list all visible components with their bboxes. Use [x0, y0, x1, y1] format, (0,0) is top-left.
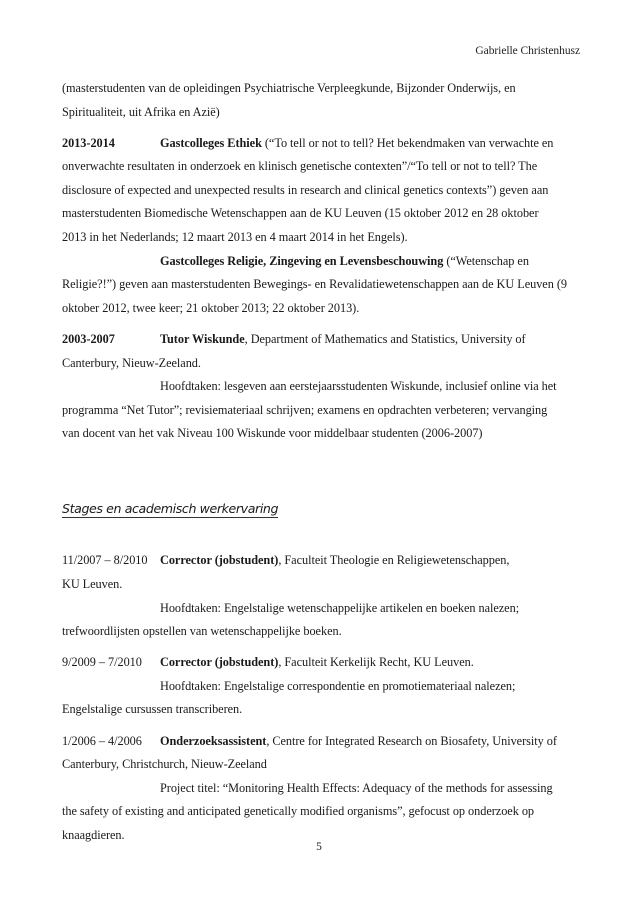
entry-text: , Department of Mathematics and Statistics, University of [244, 331, 526, 346]
text-line: Canterbury, Nieuw-Zeeland. [62, 355, 201, 370]
text-line: oktober 2012, twee keer; 21 oktober 2013; 22 oktober 2013). [62, 300, 360, 315]
entry-text: (“Wetenschap en [443, 253, 529, 268]
text-line: van docent van het vak Niveau 100 Wiskunde voor middelbaar studenten (2006-2007) [62, 426, 483, 441]
page-header-name: Gabrielle Christenhusz [475, 45, 580, 57]
entry-title: Onderzoeksassistent [160, 733, 267, 748]
entry-title: Corrector (jobstudent) [160, 655, 279, 670]
page-content [62, 77, 578, 855]
work-entry-corrector-canon-law [62, 651, 578, 722]
text-line: Engelstalige cursussen transcriberen. [62, 702, 243, 717]
text-line: Hoofdtaken: Engelstalige correspondentie en promotiemateriaal nalezen; [160, 678, 516, 693]
entry-text: , Centre for Integrated Research on Biosafety, University of [266, 733, 557, 748]
text-line: Project titel: “Monitoring Health Effects: Adequacy of the methods for assessing [160, 780, 553, 795]
entry-date: 11/2007 – 8/2010 [62, 553, 148, 568]
text-line: trefwoordlijsten opstellen van wetenschappelijke boeken. [62, 624, 342, 639]
entry-title: Tutor Wiskunde [160, 331, 245, 346]
section-heading: Stages en academisch werkervaring [62, 501, 279, 517]
intro-paragraph [62, 77, 578, 124]
text-line: 2013 in het Nederlands; 12 maart 2013 en 4 maart 2014 in het Engels). [62, 230, 408, 245]
entry-title: Corrector (jobstudent) [160, 553, 279, 568]
text-line: onverwachte resultaten in onderzoek en klinisch genetische contexten”/“To tell or not to tell? The [62, 159, 538, 174]
entry-title: Gastcolleges Religie, Zingeving en Levensbeschouwing [160, 253, 444, 268]
text-line: Canterbury, Christchurch, Nieuw-Zeeland [62, 757, 267, 772]
entry-text: , Faculteit Kerkelijk Recht, KU Leuven. [278, 655, 474, 670]
entry-title: Gastcolleges Ethiek [160, 135, 262, 150]
text-line: knaagdieren. [62, 827, 125, 842]
text-line: Hoofdtaken: lesgeven aan eerstejaarsstudenten Wiskunde, inclusief online via het [160, 379, 557, 394]
text-line: programma “Net Tutor”; revisiemateriaal schrijven; examens en opdrachten verbeteren; vervanging [62, 402, 548, 417]
text-line: Hoofdtaken: Engelstalige wetenschappelijke artikelen en boeken nalezen; [160, 600, 520, 615]
entry-date: 2013-2014 [62, 135, 115, 150]
page-number: 5 [316, 841, 322, 853]
teaching-entry-ethics [62, 132, 578, 321]
entry-text: (“To tell or not to tell? Het bekendmaken van verwachte en [261, 135, 554, 150]
teaching-entry-tutor [62, 328, 578, 446]
work-entry-research-assistant [62, 730, 578, 848]
text-line: disclosure of expected and unexpected results in research and clinical genetics contexts”) geven aan [62, 182, 549, 197]
work-entry-corrector-theology [62, 549, 578, 643]
entry-text: , Faculteit Theologie en Religiewetenschappen, [278, 553, 510, 568]
text-line: KU Leuven. [62, 577, 123, 591]
entry-date: 2003-2007 [62, 331, 115, 346]
entry-date: 1/2006 – 4/2006 [62, 733, 142, 748]
text-line: Spiritualiteit, uit Afrika en Azië) [62, 104, 220, 119]
text-line: (masterstudenten van de opleidingen Psychiatrische Verpleegkunde, Bijzonder Onderwijs, en [62, 81, 516, 95]
text-line: the safety of existing and anticipated genetically modified organisms”, gefocust op onderzoek op [62, 804, 535, 819]
text-line: masterstudenten Biomedische Wetenschappen aan de KU Leuven (15 oktober 2012 en 28 oktober [62, 206, 539, 221]
entry-date: 9/2009 – 7/2010 [62, 655, 142, 670]
text-line: Religie?!”) geven aan masterstudenten Bewegings- en Revalidatiewetenschappen aan de KU Leuven (9 [62, 277, 567, 292]
